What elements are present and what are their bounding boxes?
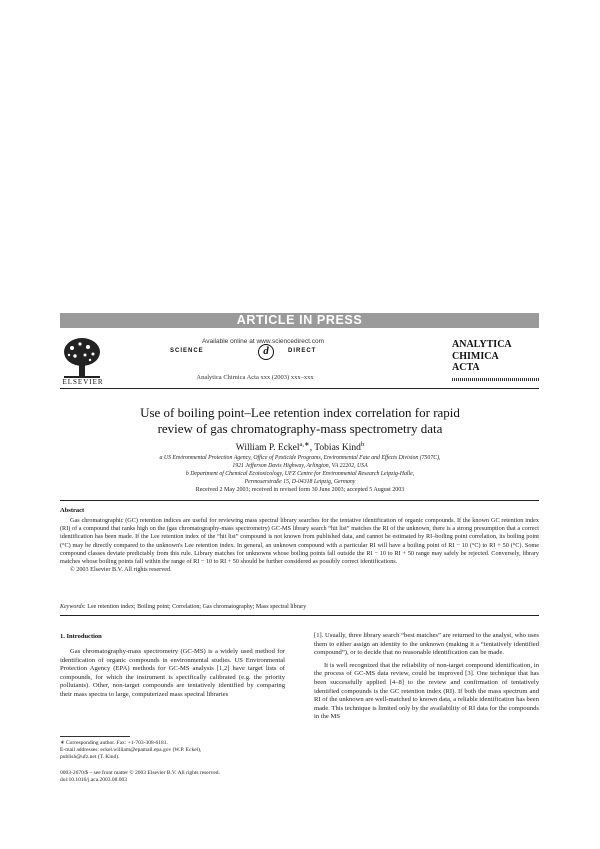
author-list: William P. Eckel$^{a,∗}$, Tobias Kind$^b$ bbox=[235, 441, 365, 454]
author-2: Tobias Kind bbox=[314, 443, 361, 454]
journal-logo-title: ANALYTICA CHIMICA ACTA bbox=[452, 339, 512, 373]
sciencedirect-left: SCIENCE bbox=[170, 348, 204, 354]
affiliation-a-line-2: 1921 Jefferson Davis Highway, Arlington, VA 22202, USA bbox=[232, 463, 368, 469]
right-paragraph-1: [1]. Usually, three library search “best matches” are returned to the analyst, who uses them to either assign an identity to the unknown (making it a “tentatively identified compound”), or to decide that no reasonable identification can be made. bbox=[314, 632, 539, 657]
author-1-marker: a,∗ bbox=[299, 441, 310, 448]
section-heading-introduction: 1. Introduction bbox=[60, 633, 102, 640]
abstract-divider bbox=[60, 500, 539, 501]
issn-line: 0003-2670/$ – see front matter © 2003 Elsevier B.V. All rights reserved. bbox=[60, 770, 220, 776]
elsevier-tree-logo bbox=[60, 336, 104, 380]
copyright: © 2003 Elsevier B.V. All rights reserved. bbox=[70, 566, 172, 574]
right-paragraph-2: It is well recognized that the reliability of non-target compound identification, in the process of GC-MS data review, could be improved [3]. One technique that has been successfully applied [4–8] to the review and confirmation of tentatively identified compounds is the GC retention index (RI). If both the mass spectrum and RI of the unknown are well-matched to known data, a reliable identification has been made. This technique is limited only by the availability of RI data for the compounds in the MS bbox=[314, 661, 539, 721]
availability-line: Available online at www.sciencedirect.com bbox=[202, 338, 324, 345]
journal-logo-rule bbox=[452, 378, 540, 381]
footnote-corresponding: ∗ Corresponding author. Fax: +1-703-308-6181. bbox=[60, 740, 168, 746]
journal-citation: Analytica Chimica Acta xxx (2003) xxx–xxx bbox=[196, 374, 314, 381]
sciencedirect-mark: d bbox=[258, 344, 274, 360]
footnote-email-2: publish@ufz.net (T. Kind). bbox=[60, 754, 120, 761]
footnote-rule bbox=[60, 736, 130, 737]
sciencedirect-right: DIRECT bbox=[288, 348, 317, 354]
keywords bbox=[60, 604, 539, 610]
abstract-heading: Abstract bbox=[60, 507, 85, 514]
affiliation-a-line-1: a US Environmental Protection Agency, Office of Pesticide Programs, Environmental Fate and Effects Division (7507C), bbox=[159, 455, 441, 461]
article-title: Use of boiling point–Lee retention index correlation for rapid review of gas chromatography-mass spectrometry data bbox=[140, 405, 460, 436]
keywords-divider bbox=[60, 615, 539, 616]
header-divider bbox=[60, 388, 539, 389]
front-matter-info bbox=[60, 770, 360, 784]
author-2-marker: b bbox=[360, 441, 365, 448]
article-in-press-banner: ARTICLE IN PRESS bbox=[60, 313, 539, 328]
footnote-email: E-mail addresses: eckel.william@epamail.epa.gov (W.P. Eckel), bbox=[60, 747, 202, 754]
doi-line: doi:10.1016/j.aca.2003.08.003 bbox=[60, 777, 128, 784]
affiliation-b-line-2: Permoserstraße 15, D-04318 Leipzig, Germany bbox=[244, 479, 356, 485]
keywords-label: Keywords: bbox=[60, 604, 86, 610]
sciencedirect-logo bbox=[170, 344, 360, 360]
received-dates: Received 2 May 2003; received in revised form 30 June 2003; accepted 5 August 2003 bbox=[195, 487, 405, 493]
publisher-name: ELSEVIER bbox=[62, 378, 104, 386]
affiliation-b-line-1: b Department of Chemical Ecotoxicology, UFZ Centre for Environmental Research Leipzig-Halle, bbox=[185, 471, 415, 477]
abstract-body: Gas chromatographic (GC) retention indices are useful for reviewing mass spectral library searches for the tentative identification of organic compounds. If the known GC retention index (RI) of a compound that ranks high on the (gas chromatography-mass spectrometry) GC-MS library search “hit list” matches the RI of the unknown, there is a strong presumption that a correct identification has been made. If the Lee retention index of the “hit list” compound is not known from published data, and cannot be estimated by RI–boiling point correlation, its boiling point (°C) may be directly compared to the unknown's Lee retention index. In general, an unknown compound with a particular RI will have a boiling point of RI − 10 (°C) to RI + 50 (°C). Some compound classes deviate predictably from this rule. Library matches for unknowns whose boiling points fall outside the RI − 10 to RI + 50 range may safely be rejected. Conversely, library matches whose boiling points fall within the range of RI − 10 to RI + 50 should be further considered as possibly correct identifications. © 2003 Elsevier B.V. All rights reserved. bbox=[60, 517, 539, 574]
keywords-list: Lee retention index; Boiling point; Correlation; Gas chromatography; Mass spectral library bbox=[85, 604, 307, 610]
author-1: William P. Eckel bbox=[235, 443, 300, 454]
right-column-text bbox=[314, 632, 539, 722]
left-column-text: Gas chromatography-mass spectrometry (GC-MS) is a widely used method for identification of organic compounds in environmental studies. US Environmental Protection Agency (EPA) methods for GC-MS analysis [1,2] have target lists of compounds, for which the instrument is specifically calibrated (e.g. the priority pollutants). Other, non-target compounds are tentatively identified by comparing their mass spectra to large, computerized mass spectral libraries bbox=[60, 648, 285, 698]
footnotes bbox=[60, 740, 285, 762]
